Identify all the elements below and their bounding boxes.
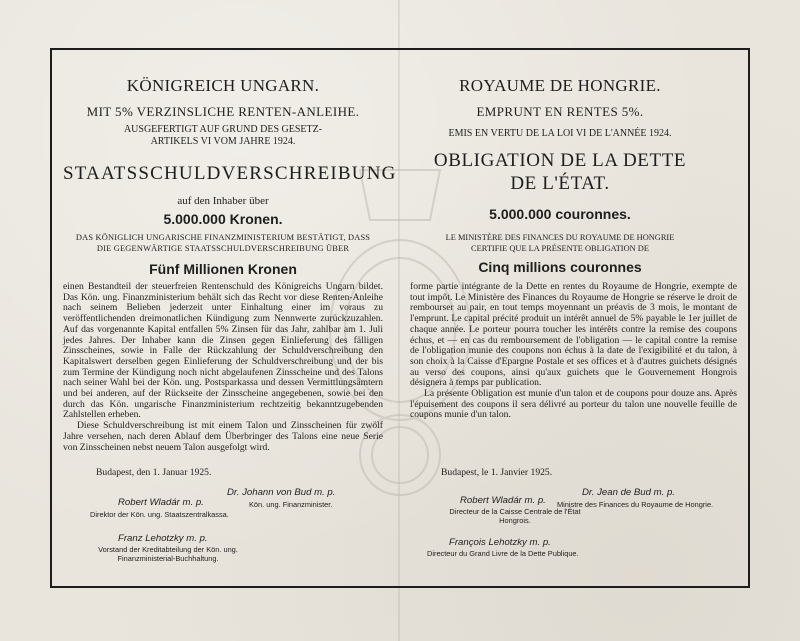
issued-line-2: ARTIKELS VI VOM JAHRE 1924. [150,136,296,147]
amount-in-words: Fünf Millionen Kronen [149,261,297,277]
body-text [63,282,383,453]
body-text-fr [410,282,737,421]
place-date: Budapest, den 1. Januar 1925. [96,467,212,478]
signature-minister: Dr. Johann von Bud m. p. [227,487,336,498]
loan-subheading-fr: EMPRUNT EN RENTES 5%. [476,104,644,119]
loan-subheading: MIT 5% VERZINSLICHE RENTEN-ANLEIHE. [86,104,360,119]
confirm-line-2: DIE GEGENWÄRTIGE STAATSSCHULDVERSCHREIBUNG ÜBER [96,244,350,253]
amount-fr: 5.000.000 couronnes. [489,206,631,222]
signature-director-title: Direktor der Kön. ung. Staatszentralkassa. [90,510,229,519]
document-title-fr-2: DE L'ÉTAT. [510,173,610,194]
signature-minister-title: Kön. ung. Finanzminister. [249,500,333,509]
paragraph-coupons-fr: La présente Obligation est munie d'un talon et de coupons pour douze ans. Après l'épuisement des coupons il sera délivré au porteur du talon une nouvelle feuille de coupons munie d'un talon. [410,388,737,421]
bearer-line: auf den Inhaber über [177,195,269,207]
issued-line-fr: EMIS EN VERTU DE LA LOI VI DE L'ANNÉE 1924. [448,128,672,139]
signature-minister-fr: Dr. Jean de Bud m. p. [582,487,675,498]
signature-head-fr: François Lehotzky m. p. [449,537,551,548]
paragraph-coupons: Diese Schuldverschreibung ist mit einem Talon und Zinsscheinen für zwölf Jahre versehen, nach deren Ablauf dem Überbringer des Talons eine neue Serie von Zinsscheinen nebst neuem Talon ausgefolgt wird. [63,420,383,453]
paragraph-terms: einen Bestandteil der steuerfreien Rentenschuld des Königreichs Ungarn bildet. Das Kön. ung. Finanzministerium behält sich das Recht vor diese Renten-Anleihe nach seinem Belieben jederzeit unter Einhaltung einer im voraus zu veröffentlichenden dreimonatlichen Kündigung zum Nennwerte zurückzuzahlen. Auf das vorgenannte Kapital entfallen 5% Zinsen für das Jahr, zahlbar am 1. Juli jedes Jahres. Der Inhaber kann die Zinsen gegen Einlieferung des fälligen Zinsscheines, sowie in Falle der Rückzahlung der Schuldverschreibung den Kapitalswert derselben gegen Einlieferung der Schuldverschreibung und der bis zum Termine der Kündigung noch nicht abgelaufenen Zinsscheine und des Talons nach seiner Wahl bei der Kön. ung. Postsparkassa und dessen Vermittlungsämtern und bei anderen, auf der Rückseite der Zinsscheine angegebenen, sowie bei den durch das Kön. ungarische Finanzministerium rechtzeitig bekanntzugebenden Zahlstellen erheben. [63,281,383,421]
confirm-fr-2: CERTIFIE QUE LA PRÉSENTE OBLIGATION DE [471,244,649,253]
signature-minister-title-fr: Ministre des Finances du Royaume de Hongrie. [557,500,714,509]
document-title: STAATSSCHULDVERSCHREIBUNG [63,163,397,184]
amount: 5.000.000 Kronen. [163,211,283,227]
issued-line-1: AUSGEFERTIGT AUF GRUND DES GESETZ- [123,124,323,135]
signature-head: Franz Lehotzky m. p. [118,533,208,544]
signature-head-title-fr: Directeur du Grand Livre de la Dette Publique. [427,549,579,558]
signature-head-title-2: Finanzministerial-Buchhaltung. [117,554,219,563]
kingdom-heading: KÖNIGREICH UNGARN. [126,76,320,95]
signature-director: Robert Wladár m. p. [118,497,204,508]
signature-director-title-fr-1: Directeur de la Caisse Centrale de l'État [449,507,581,516]
confirm-fr-1: LE MINISTÈRE DES FINANCES DU ROYAUME DE HONGRIE [445,233,675,242]
document-title-fr-1: OBLIGATION DE LA DETTE [433,150,687,171]
signature-director-fr: Robert Wladár m. p. [460,495,546,506]
confirm-line-1: DAS KÖNIGLICH UNGARISCHE FINANZMINISTERIUM BESTÄTIGT, DASS [75,233,371,242]
signature-director-title-fr-2: Hongrois. [499,516,531,525]
signature-head-title-1: Vorstand der Kreditabteilung der Kön. ung. [98,545,238,554]
amount-in-words-fr: Cinq millions couronnes [478,259,642,275]
place-date-fr: Budapest, le 1. Janvier 1925. [441,467,553,478]
kingdom-heading-fr: ROYAUME DE HONGRIE. [459,76,661,95]
paragraph-terms-fr: forme partie intégrante de la Dette en rentes du Royaume de Hongrie, exempte de tout impôt. Le Ministère des Finances du Royaume de Hongrie se réserve le droit de rembourser au pair, en tout temps moyennant un préavis de 3 mois, le montant de l'emprunt. Le capital précité produit un intérêt annuel de 5% payable le 1er juillet de chaque année. Le porteur pourra toucher les intérêts contre la remise des coupons échus, et — en cas du remboursement de l'obligation — le capital contre la remise de l'obligation munie des coupons non échus à la date de l'exigibilité et du talon, à son choix à la Caisse d'Epargne Postale et ses offices et à d'autres guichets désignés au verso des coupons, ainsi qu'aux guichets que le Gouvernement Hongrois désignera à temps par publication. [410,281,737,389]
